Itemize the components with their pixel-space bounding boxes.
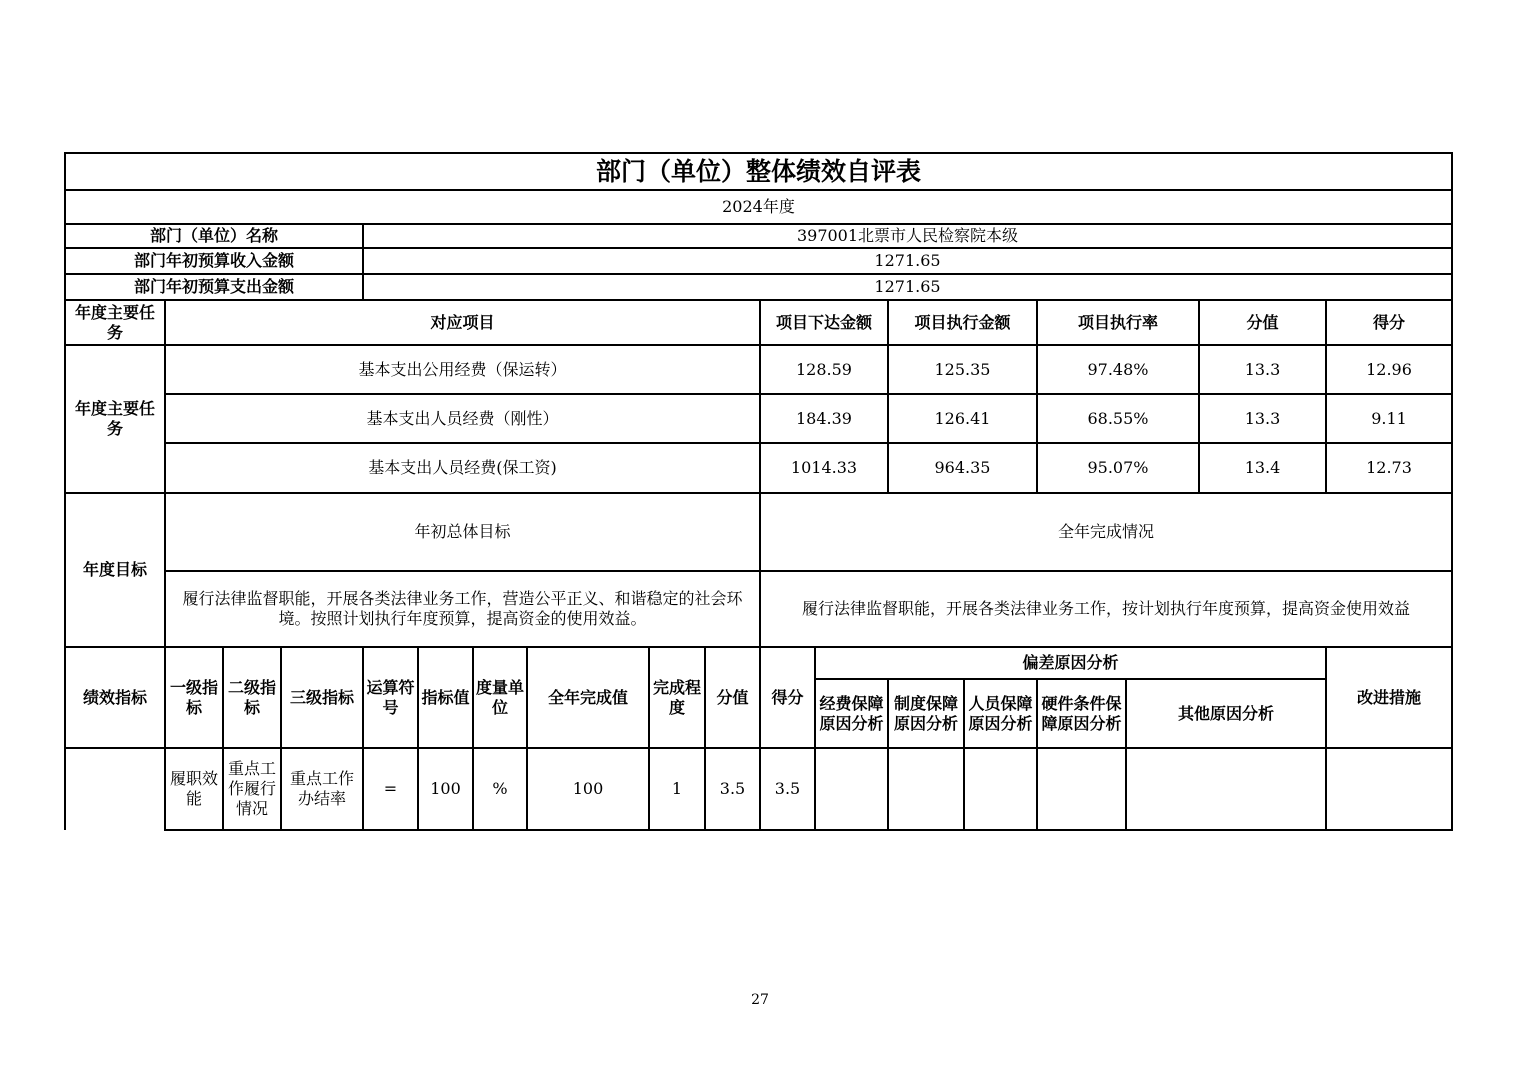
task-score-value: 13.3 [1199, 394, 1326, 443]
ind-dev-fund [815, 748, 888, 830]
col-executed: 项目执行金额 [888, 300, 1037, 345]
indicators-label: 绩效指标 [65, 647, 165, 748]
task-allocated: 128.59 [760, 345, 888, 394]
ind-dev-system [888, 748, 964, 830]
col-score-value: 分值 [1199, 300, 1326, 345]
income-label: 部门年初预算收入金额 [65, 248, 363, 274]
ind-dev-hardware [1037, 748, 1126, 830]
task-executed: 125.35 [888, 345, 1037, 394]
performance-table [64, 152, 1453, 831]
task-score-value: 13.4 [1199, 443, 1326, 493]
col-actual: 全年完成值 [527, 647, 649, 748]
task-project: 基本支出公用经费（保运转） [165, 345, 760, 394]
completion-text: 履行法律监督职能，开展各类法律业务工作，按计划执行年度预算，提高资金使用效益 [760, 571, 1452, 647]
col-level2: 二级指标 [223, 647, 281, 748]
table-title: 部门（单位）整体绩效自评表 [65, 153, 1452, 190]
expense-label: 部门年初预算支出金额 [65, 274, 363, 300]
col-completion: 完成程度 [649, 647, 705, 748]
ind-operator: = [363, 748, 418, 830]
task-allocated: 1014.33 [760, 443, 888, 493]
ind-actual: 100 [527, 748, 649, 830]
col-improve: 改进措施 [1326, 647, 1452, 748]
tasks-side-label: 年度主要任务 [65, 345, 165, 493]
tasks-header-label: 年度主要任务 [65, 300, 165, 345]
ind-level3: 重点工作办结率 [281, 748, 363, 830]
expense-value: 1271.65 [363, 274, 1452, 300]
col-level3: 三级指标 [281, 647, 363, 748]
col-score: 得分 [1326, 300, 1452, 345]
task-rate: 97.48% [1037, 345, 1199, 394]
ind-score: 3.5 [760, 748, 815, 830]
initial-goal-header: 年初总体目标 [165, 493, 760, 571]
col-unit: 度量单位 [473, 647, 527, 748]
ind-score-value: 3.5 [705, 748, 760, 830]
task-score-value: 13.3 [1199, 345, 1326, 394]
col-dev-staff: 人员保障原因分析 [964, 679, 1037, 748]
goals-label: 年度目标 [65, 493, 165, 647]
ind-level1: 履职效能 [165, 748, 223, 830]
indicators-side-cell [65, 748, 165, 830]
col-score-value: 分值 [705, 647, 760, 748]
col-rate: 项目执行率 [1037, 300, 1199, 345]
col-project: 对应项目 [165, 300, 760, 345]
col-dev-other: 其他原因分析 [1126, 679, 1326, 748]
col-allocated: 项目下达金额 [760, 300, 888, 345]
task-rate: 68.55% [1037, 394, 1199, 443]
income-value: 1271.65 [363, 248, 1452, 274]
ind-improve [1326, 748, 1452, 830]
page-number: 27 [751, 992, 769, 1008]
task-score: 9.11 [1326, 394, 1452, 443]
col-operator: 运算符号 [363, 647, 418, 748]
task-allocated: 184.39 [760, 394, 888, 443]
task-executed: 964.35 [888, 443, 1037, 493]
ind-unit: % [473, 748, 527, 830]
task-project: 基本支出人员经费（刚性） [165, 394, 760, 443]
col-level1: 一级指标 [165, 647, 223, 748]
col-score: 得分 [760, 647, 815, 748]
ind-target: 100 [418, 748, 473, 830]
task-project: 基本支出人员经费(保工资) [165, 443, 760, 493]
col-target: 指标值 [418, 647, 473, 748]
initial-goal-text: 履行法律监督职能，开展各类法律业务工作，营造公平正义、和谐稳定的社会环境。按照计划执行年度预算，提高资金的使用效益。 [165, 571, 760, 647]
ind-completion: 1 [649, 748, 705, 830]
col-dev-hardware: 硬件条件保障原因分析 [1037, 679, 1126, 748]
deviation-header: 偏差原因分析 [815, 647, 1326, 679]
ind-dev-other [1126, 748, 1326, 830]
task-executed: 126.41 [888, 394, 1037, 443]
task-score: 12.73 [1326, 443, 1452, 493]
col-dev-system: 制度保障原因分析 [888, 679, 964, 748]
ind-dev-staff [964, 748, 1037, 830]
dept-name-label: 部门（单位）名称 [65, 224, 363, 248]
dept-name-value: 397001北票市人民检察院本级 [363, 224, 1452, 248]
ind-level2: 重点工作履行情况 [223, 748, 281, 830]
col-dev-fund: 经费保障原因分析 [815, 679, 888, 748]
task-rate: 95.07% [1037, 443, 1199, 493]
task-score: 12.96 [1326, 345, 1452, 394]
completion-header: 全年完成情况 [760, 493, 1452, 571]
year-label: 2024年度 [65, 190, 1452, 224]
